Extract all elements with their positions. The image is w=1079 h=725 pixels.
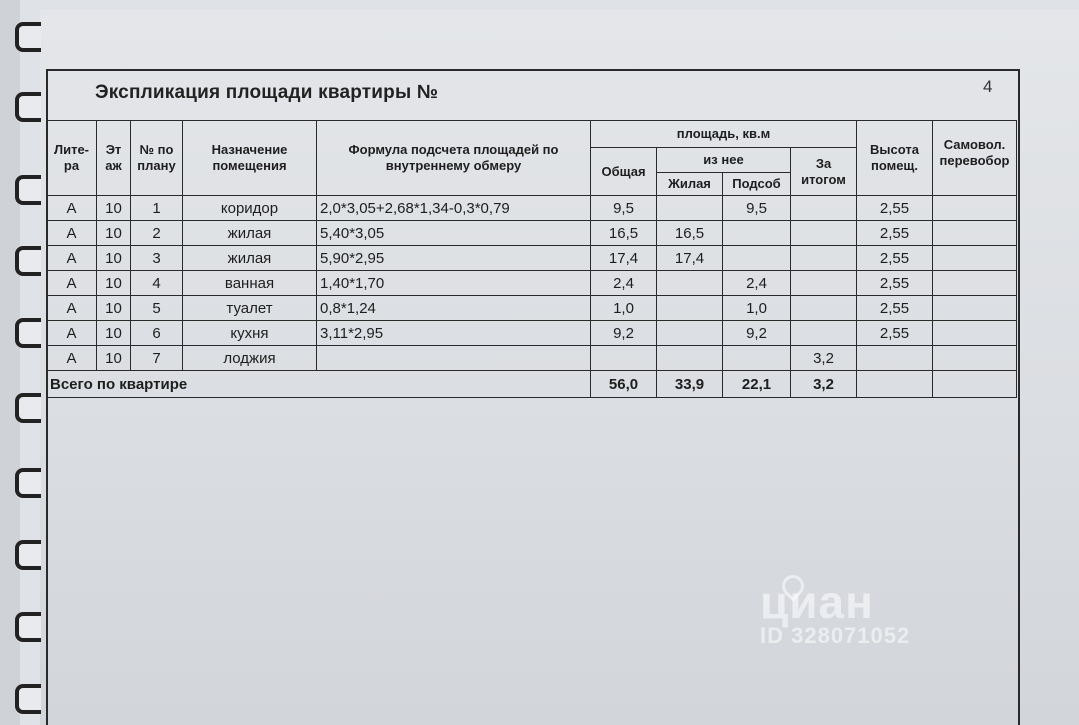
header-zhilaya: Жилая [657,173,723,196]
cell-za-itogom: 3,2 [791,346,857,371]
cell-formula: 1,40*1,70 [317,271,591,296]
cell-podsob: 9,2 [723,321,791,346]
cell-vysota: 2,55 [857,221,933,246]
cell-litera: А [47,246,97,271]
cell-etazh: 10 [97,296,131,321]
cell-name: ванная [183,271,317,296]
cell-za-itogom [791,321,857,346]
cell-obshaya: 16,5 [591,221,657,246]
binding-ring [15,318,41,348]
cell-etazh: 10 [97,346,131,371]
cell-podsob: 9,5 [723,196,791,221]
binding-ring [15,393,41,423]
binding-ring [15,92,41,122]
cell-formula: 3,11*2,95 [317,321,591,346]
cell-obshaya: 1,0 [591,296,657,321]
cell-samovol [933,221,1017,246]
cell-litera: А [47,321,97,346]
cell-podsob [723,221,791,246]
cell-litera: А [47,196,97,221]
cell-obshaya: 9,5 [591,196,657,221]
header-etazh: Эт аж [97,121,131,196]
cell-zhilaya: 16,5 [657,221,723,246]
cell-name: туалет [183,296,317,321]
cell-za-itogom [791,246,857,271]
cell-no: 2 [131,221,183,246]
cell-formula: 5,40*3,05 [317,221,591,246]
total-podsob: 22,1 [723,371,791,398]
cell-no: 1 [131,196,183,221]
header-za-itogom: За итогом [791,148,857,196]
binding-ring [15,468,41,498]
watermark [760,575,910,649]
header-iz-nee: из нее [657,148,791,173]
cell-obshaya: 2,4 [591,271,657,296]
cell-podsob [723,246,791,271]
header-ploshad: площадь, кв.м [591,121,857,148]
cell-name: лоджия [183,346,317,371]
header-podsob: Подсоб [723,173,791,196]
cell-no: 7 [131,346,183,371]
cell-samovol [933,246,1017,271]
binding-ring [15,175,41,205]
total-samovol [933,371,1017,398]
table-row [47,346,1017,371]
header-litera: Лите-ра [47,121,97,196]
cell-etazh: 10 [97,271,131,296]
binding-ring [15,22,41,52]
binding-ring [15,612,41,642]
cell-litera: А [47,221,97,246]
watermark-id: ID 328071052 [760,623,911,648]
cell-samovol [933,196,1017,221]
cell-samovol [933,296,1017,321]
table-row [47,246,1017,271]
explication-table [46,120,1017,398]
cell-zhilaya [657,321,723,346]
cell-litera: А [47,271,97,296]
total-vysota [857,371,933,398]
cell-no: 3 [131,246,183,271]
table-row [47,296,1017,321]
cell-vysota: 2,55 [857,321,933,346]
cell-podsob [723,346,791,371]
cell-name: коридор [183,196,317,221]
cell-samovol [933,346,1017,371]
cell-obshaya: 17,4 [591,246,657,271]
table-row [47,221,1017,246]
cell-formula [317,346,591,371]
header-samovol: Самовол. перевобор [933,121,1017,196]
cell-zhilaya [657,346,723,371]
cell-formula: 0,8*1,24 [317,296,591,321]
cell-litera: А [47,296,97,321]
cell-zhilaya: 17,4 [657,246,723,271]
table-row [47,321,1017,346]
header-vysota: Высота помещ. [857,121,933,196]
header-formula: Формула подсчета площадей по внутреннему обмеру [317,121,591,196]
cell-podsob: 2,4 [723,271,791,296]
total-label: Всего по квартире [47,371,591,398]
cell-samovol [933,321,1017,346]
header-no-po-planu: № по плану [131,121,183,196]
watermark-logo: циан [760,576,874,628]
total-obshaya: 56,0 [591,371,657,398]
page-number: 4 [983,77,993,96]
total-zhilaya: 33,9 [657,371,723,398]
cell-etazh: 10 [97,321,131,346]
header-naznachenie: Назначение помещения [183,121,317,196]
cell-etazh: 10 [97,246,131,271]
cell-vysota: 2,55 [857,246,933,271]
cell-litera: А [47,346,97,371]
header-obshaya: Общая [591,148,657,196]
cell-podsob: 1,0 [723,296,791,321]
cell-zhilaya [657,196,723,221]
cell-name: жилая [183,221,317,246]
binding-ring [15,540,41,570]
cell-formula: 5,90*2,95 [317,246,591,271]
cell-obshaya [591,346,657,371]
cell-no: 4 [131,271,183,296]
cell-zhilaya [657,271,723,296]
cell-vysota: 2,55 [857,196,933,221]
cell-etazh: 10 [97,221,131,246]
cell-zhilaya [657,296,723,321]
cell-name: кухня [183,321,317,346]
cell-vysota: 2,55 [857,271,933,296]
table-row [47,271,1017,296]
cell-obshaya: 9,2 [591,321,657,346]
cell-vysota: 2,55 [857,296,933,321]
cell-za-itogom [791,296,857,321]
cell-za-itogom [791,196,857,221]
cell-no: 6 [131,321,183,346]
total-row [47,371,1017,398]
cell-samovol [933,271,1017,296]
document-title: Экспликация площади квартиры № [95,82,439,103]
binding-ring [15,246,41,276]
total-za-itogom: 3,2 [791,371,857,398]
cell-no: 5 [131,296,183,321]
table-row [47,196,1017,221]
binding-ring [15,684,41,714]
cell-formula: 2,0*3,05+2,68*1,34-0,3*0,79 [317,196,591,221]
cell-name: жилая [183,246,317,271]
cell-za-itogom [791,271,857,296]
cell-vysota [857,346,933,371]
cell-etazh: 10 [97,196,131,221]
cell-za-itogom [791,221,857,246]
